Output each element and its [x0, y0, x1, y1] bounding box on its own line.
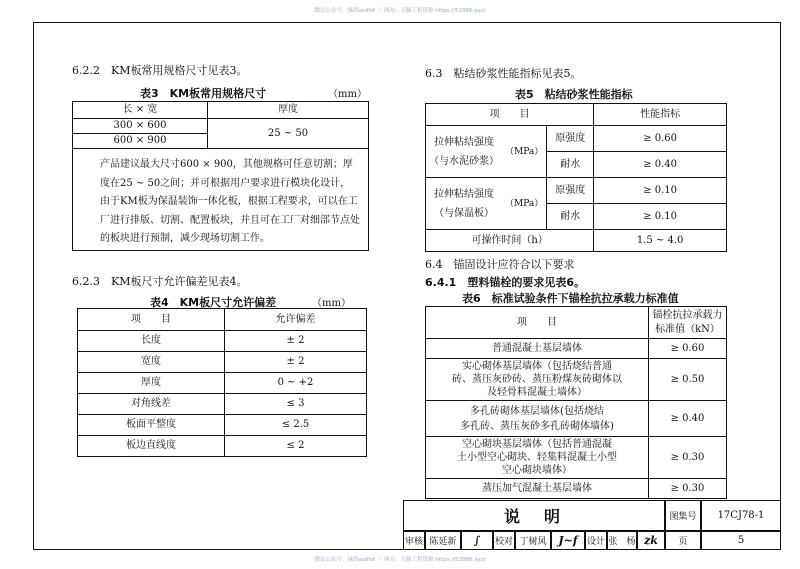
- table5-group-mortar-line1: 拉伸粘结强度: [434, 136, 494, 148]
- table4-row-value: 0 ~ +2: [225, 373, 367, 394]
- table5-group-insulation: [426, 178, 503, 230]
- table6-row-item-line: 空心砌块基层墙体（包括普通混凝: [462, 439, 612, 450]
- table4-row-value: ± 2: [225, 352, 367, 373]
- table4-row-item: 厚度: [78, 373, 225, 394]
- drawing-title: 说 明: [403, 500, 665, 531]
- table4-row-value: ≤ 2: [225, 436, 367, 457]
- table3-unit: （mm）: [328, 89, 367, 100]
- watermark-top: 微信公众号：辣鸽asdfsf ｜ 网站：天籁工程资源 https://52886.xyz/: [314, 8, 486, 14]
- table6-row-item-line: 多孔砖砌体基层墙体(包括烧结: [470, 405, 604, 417]
- table5-sub: 耐水: [547, 204, 594, 230]
- table4-row-value: ± 2: [225, 331, 367, 352]
- table5-unit-mortar: （MPa）: [502, 126, 547, 178]
- table4-row-item: 板面平整度: [78, 415, 225, 436]
- table3-thickness: 25 ~ 50: [208, 119, 369, 149]
- table4-title: 表4 KM板尺寸允许偏差: [150, 296, 277, 309]
- title-block: [403, 500, 781, 550]
- table5-sub: 原强度: [547, 178, 594, 204]
- design-label: 设计: [585, 531, 607, 550]
- table6-row-value: ≥ 0.60: [649, 339, 727, 359]
- table5-last-item: 可操作时间（h）: [426, 230, 594, 252]
- table4-row-item: 对角线差: [78, 394, 225, 415]
- table4-row-value: ≤ 2.5: [225, 415, 367, 436]
- table5-value: ≥ 0.60: [594, 126, 727, 152]
- atlas-label: 图集号: [665, 500, 701, 531]
- table5: [425, 103, 727, 252]
- check-name: 丁树风: [515, 531, 551, 550]
- table3-head-thickness: 厚度: [208, 102, 369, 119]
- table5-last-value: 1.5 ~ 4.0: [594, 230, 727, 252]
- table6-head-item: 项 目: [426, 307, 649, 339]
- table6-row-item-line: 土小型空心砌块、轻集料混凝土小型: [457, 452, 617, 463]
- section-6-4-1: 6.4.1 塑料锚栓的要求见表6。: [425, 276, 585, 289]
- page-number: 5: [701, 531, 781, 550]
- design-name: 张 杨: [607, 531, 637, 550]
- table5-value: ≥ 0.40: [594, 152, 727, 178]
- table5-sub: 耐水: [547, 152, 594, 178]
- table3-title: 表3 KM板常用规格尺寸: [140, 87, 267, 100]
- table6-row-item: [426, 359, 649, 401]
- table6-row-item: [426, 401, 649, 437]
- table5-unit-insulation: （MPa）: [502, 178, 547, 230]
- table5-value: ≥ 0.10: [594, 204, 727, 230]
- table3-note: 产品建议最大尺寸600 × 900，其他规格可任意切割；厚度在25 ~ 50之间；并可根据用户要求进行模块化设计，由于KM板为保温装饰一体化板，根据工程要求，可以在工厂进行排版、切割、配置板块，并且可在工厂对细部节点处的板块进行预制，减少现场切割工作。: [100, 159, 360, 244]
- table4-unit: （mm）: [312, 298, 351, 309]
- check-label: 校对: [493, 531, 515, 550]
- table5-group-mortar-line2: （与水泥砂浆）: [429, 155, 499, 167]
- table5-group-mortar: [426, 126, 503, 178]
- table6-row-value: ≥ 0.30: [649, 479, 727, 499]
- watermark-bottom: 微信公众号：辣鸽asdfsf ｜ 网站：天籁工程资源 https://52886.xyz/: [314, 557, 486, 563]
- table6-row-item: [426, 479, 649, 499]
- table6-row-item-line: 普通混凝土基层墙体: [492, 342, 582, 354]
- table6-row-item-line: 砖、蒸压灰砂砖、蒸压粉煤灰砖砌体以: [452, 374, 622, 385]
- table5-value: ≥ 0.10: [594, 178, 727, 204]
- table4-head-tolerance: 允许偏差: [225, 309, 367, 331]
- table6-head-value-line2: 标准值（kN）: [655, 323, 720, 335]
- table5-group-insulation-line2: （与保温板）: [434, 207, 494, 219]
- page-label: 页: [665, 531, 701, 550]
- table5-title: 表5 粘结砂浆性能指标: [515, 88, 633, 101]
- table5-head-item: 项 目: [426, 104, 594, 126]
- table5-sub: 原强度: [547, 126, 594, 152]
- section-6-2-2: 6.2.2 KM板常用规格尺寸见表3。: [72, 64, 248, 77]
- section-6-4: 6.4 锚固设计应符合以下要求: [425, 258, 575, 271]
- table6-row-value: ≥ 0.40: [649, 401, 727, 437]
- atlas-number: 17CJ78-1: [701, 500, 781, 531]
- table4-row-item: 长度: [78, 331, 225, 352]
- section-6-3: 6.3 粘结砂浆性能指标见表5。: [425, 67, 582, 80]
- design-signature: zk: [637, 531, 665, 550]
- table6-row-item-line: 实心砌体基层墙体（包括烧结普通: [462, 361, 612, 372]
- table6-row-item-line: 及轻骨料混凝土墙体）: [487, 387, 587, 398]
- table4-row-item: 宽度: [78, 352, 225, 373]
- table5-group-insulation-line1: 拉伸粘结强度: [434, 188, 494, 200]
- table6-row-item-line: 蒸压加气混凝土基层墙体: [482, 482, 592, 494]
- table3-size-1: 300 × 600: [73, 119, 208, 134]
- table3-size-2: 600 × 900: [73, 134, 208, 149]
- review-signature: ∫: [461, 531, 493, 550]
- table6-head-value-line1: 锚栓抗拉承载力: [652, 309, 723, 321]
- table4: [77, 308, 367, 457]
- section-6-2-3: 6.2.3 KM板尺寸允许偏差见表4。: [72, 275, 248, 288]
- table4-head-item: 项 目: [78, 309, 225, 331]
- table6-row-value: ≥ 0.50: [649, 359, 727, 401]
- check-signature: J~f: [551, 531, 585, 550]
- table4-row-item: 板边直线度: [78, 436, 225, 457]
- table6-head-value: [649, 307, 727, 339]
- table6-row-item: [426, 339, 649, 359]
- table6-row-item-line: 多孔砖、蒸压灰砂多孔砖砌体墙体): [460, 420, 614, 432]
- table3-head-size: 长 × 宽: [73, 102, 208, 119]
- table6-row-item: [426, 437, 649, 479]
- table6: [425, 306, 727, 499]
- table6-row-item-line: 空心砌块墙体）: [502, 465, 572, 476]
- table5-head-value: 性能指标: [594, 104, 727, 126]
- table4-row-value: ≤ 3: [225, 394, 367, 415]
- review-name: 陈延新: [425, 531, 461, 550]
- table6-row-value: ≥ 0.30: [649, 437, 727, 479]
- review-label: 审核: [403, 531, 425, 550]
- table6-title: 表6 标准试验条件下锚栓抗拉承载力标准值: [462, 292, 679, 305]
